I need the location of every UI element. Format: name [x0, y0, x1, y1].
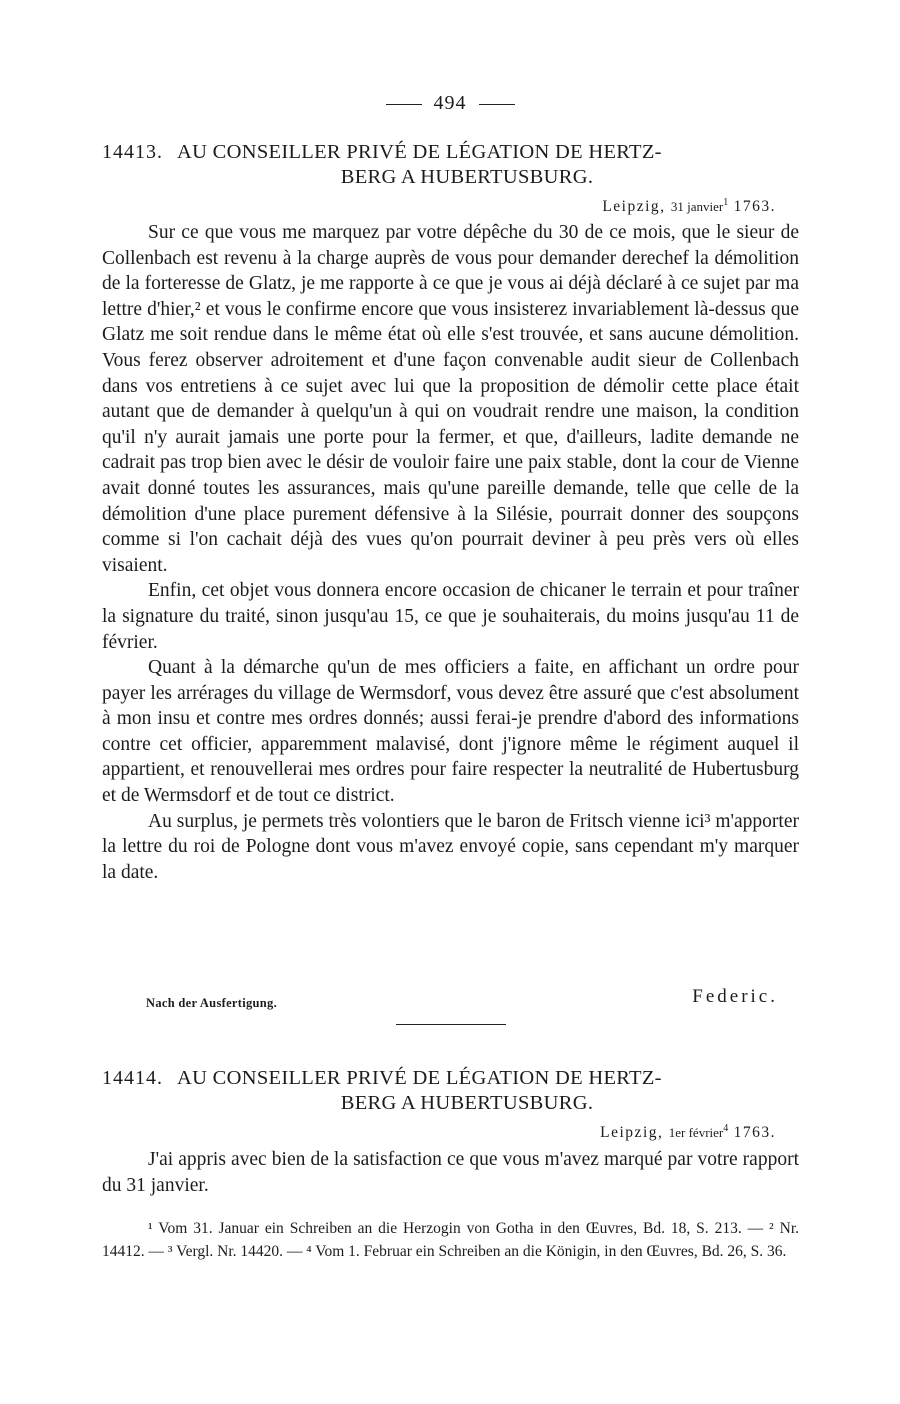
- date-footnote-mark: 1: [723, 197, 729, 208]
- signature: Federic.: [692, 986, 778, 1007]
- letter-heading-14414: [102, 1066, 802, 1116]
- date-year: 1763.: [733, 1124, 776, 1142]
- letter-body-14414: [102, 1147, 799, 1198]
- paragraph: J'ai appris avec bien de la satisfaction ce que vous m'avez marqué par votre rapport du 31 janvier.: [102, 1149, 799, 1196]
- letter-title-line1: AU CONSEILLER PRIVÉ DE LÉGATION DE HERTZ-: [177, 141, 662, 163]
- date-footnote-mark: 4: [723, 1123, 729, 1134]
- letter-title-line1: AU CONSEILLER PRIVÉ DE LÉGATION DE HERTZ-: [177, 1067, 662, 1089]
- date-year: 1763.: [733, 198, 776, 216]
- paragraph: Au surplus, je permets très volontiers que le baron de Fritsch vienne ici³ m'apporter la lettre du roi de Pologne dont vous m'avez envoyé copie, sans cependant m'y marquer la date.: [102, 810, 799, 883]
- page-number-text: 494: [433, 92, 467, 114]
- date-place: Leipzig,: [602, 198, 666, 216]
- paragraph: Enfin, cet objet vous donnera encore occasion de chicaner le terrain et pour traîner la signature du traité, sinon jusqu'au 15, ce que je souhaiterais, du moins jusqu'au 11 de février.: [102, 580, 799, 653]
- date-day: 1er février: [668, 1125, 724, 1141]
- letter-body-14413: [102, 220, 799, 885]
- letter-dateline: [602, 197, 776, 216]
- letter-title-line2: BERG A HUBERTUSBURG.: [340, 166, 594, 188]
- paragraph: Sur ce que vous me marquez par votre dépêche du 30 de ce mois, que le sieur de Collenbach est revenu à la charge auprès de vous pour demander derechef la démolition de la forteresse de Glatz, je me rapporte à ce que je vous ai déjà déclaré à ce sujet par ma lettre d'hier,² et vous le confirme encore que vous insisterez invariablement là-dessus que Glatz me soit rendue dans le même état où elle s'est trouvée, et sans aucune démolition. Vous ferez observer adroitement et d'une façon convenable audit sieur de Collenbach dans vos entretiens à ce sujet avec lui que la proposition de démolir cette place était autant que de demander à quelqu'un à qui on voudrait rendre une maison, la condition qu'il n'y aurait jamais une porte pour la fermer, et que, d'ailleurs, ladite demande ne cadrait pas trop bien avec le désir de vouloir faire une paix stable, dont la cour de Vienne avait donné toutes les assurances, mais qu'une pareille demande, telle que celle de la démolition d'une place purement défensive à la Silésie, pourrait donner des soupçons comme si l'on cachait déjà des vues qu'on pourrait deviner à peu près vers où elles visaient.: [102, 222, 799, 576]
- paragraph: Quant à la démarche qu'un de mes officiers a faite, en affichant un ordre pour payer les arrérages du village de Wermsdorf, vous devez être assuré que c'est absolument à mon insu et contre mes ordres donnés; aussi ferai-je prendre d'abord des informations contre cet officier, apparemment malavisé, dont j'ignore même le régiment auquel il appartient, et renouvellerai mes ordres pour faire respecter la neutralité de Hubertusburg et de Wermsdorf et de tout ce district.: [102, 657, 799, 807]
- page-number-dash-right: [479, 104, 515, 105]
- letter-heading-14413: [102, 140, 802, 190]
- source-note: Nach der Ausfertigung.: [146, 996, 278, 1010]
- footnote-text: ¹ Vom 31. Januar ein Schreiben an die Herzogin von Gotha in den Œuvres, Bd. 18, S. 213. — ² Nr. 14412. — ³ Vergl. Nr. 14420. — ⁴ Vom 1. Februar ein Schreiben an die Königin, in den Œuvres, Bd. 26, S. 36.: [102, 1220, 799, 1260]
- page-number-dash-left: [386, 104, 422, 105]
- section-divider: [396, 1024, 506, 1025]
- date-place: Leipzig,: [600, 1124, 664, 1142]
- letter-number: 14413.: [102, 141, 163, 163]
- letter-number: 14414.: [102, 1067, 163, 1089]
- page-number: [0, 92, 900, 115]
- letter-dateline: [600, 1123, 776, 1142]
- letter-title-line2: BERG A HUBERTUSBURG.: [340, 1092, 594, 1114]
- footnotes: [102, 1218, 799, 1263]
- date-day: 31 janvier: [670, 199, 724, 215]
